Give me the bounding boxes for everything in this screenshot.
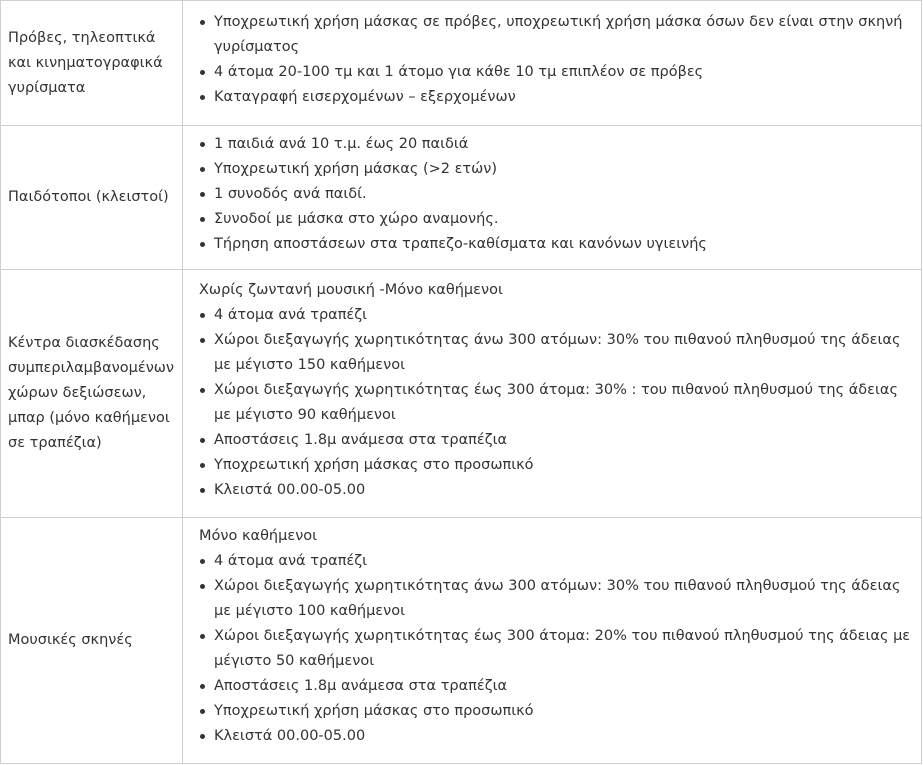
rules-list: [214, 303, 911, 503]
rules-cell: [184, 126, 921, 269]
table-row: [1, 270, 921, 518]
list-item: Χώροι διεξαγωγής χωρητικότητας άνω 300 ατόμων: 30% του πιθανού πληθυσμού της άδειας με μέγιστο 150 καθήμενοι: [214, 328, 911, 378]
list-item: Χώροι διεξαγωγής χωρητικότητας άνω 300 ατόμων: 30% του πιθανού πληθυσμού της άδειας με μέγιστο 100 καθήμενοι: [214, 574, 911, 624]
list-item: Συνοδοί με μάσκα στο χώρο αναμονής.: [214, 207, 911, 232]
category-label: Πρόβες, τηλεοπτικά και κινηματογραφικά γυρίσματα: [8, 29, 163, 96]
category-cell: [1, 518, 183, 763]
list-item: Αποστάσεις 1.8μ ανάμεσα στα τραπέζια: [214, 674, 911, 699]
list-item: Υποχρεωτική χρήση μάσκας στο προσωπικό: [214, 453, 911, 478]
category-cell: [1, 1, 183, 125]
list-item: Χώροι διεξαγωγής χωρητικότητας έως 300 άτομα: 20% του πιθανού πληθυσμού της άδειας με μέγιστο 50 καθήμενοι: [214, 624, 911, 674]
list-item: Κλειστά 00.00-05.00: [214, 478, 911, 503]
list-item: 1 παιδιά ανά 10 τ.μ. έως 20 παιδιά: [214, 132, 911, 157]
list-item: 4 άτομα ανά τραπέζι: [214, 303, 911, 328]
rules-intro: Μόνο καθήμενοι: [199, 528, 318, 544]
list-item: 1 συνοδός ανά παιδί.: [214, 182, 911, 207]
rules-cell: [184, 1, 921, 125]
table-row: [1, 518, 921, 764]
list-item: Υποχρεωτική χρήση μάσκας σε πρόβες, υποχρεωτική χρήση μάσκα όσων δεν είναι στην σκηνή γυρίσματος: [214, 10, 911, 60]
list-item: Κλειστά 00.00-05.00: [214, 724, 911, 749]
rules-list: [214, 549, 911, 749]
list-item: Χώροι διεξαγωγής χωρητικότητας έως 300 άτομα: 30% : του πιθανού πληθυσμού της άδειας με μέγιστο 90 καθήμενοι: [214, 378, 911, 428]
category-label: Μουσικές σκηνές: [8, 632, 133, 648]
rules-cell: [184, 270, 921, 517]
rules-cell: [184, 518, 921, 763]
list-item: 4 άτομα ανά τραπέζι: [214, 549, 911, 574]
table-row: [1, 126, 921, 270]
list-item: Καταγραφή εισερχομένων – εξερχομένων: [214, 85, 911, 110]
list-item: Τήρηση αποστάσεων στα τραπεζο-καθίσματα και κανόνων υγιεινής: [214, 232, 911, 257]
list-item: Αποστάσεις 1.8μ ανάμεσα στα τραπέζια: [214, 428, 911, 453]
category-cell: [1, 126, 183, 269]
list-item: Υποχρεωτική χρήση μάσκας στο προσωπικό: [214, 699, 911, 724]
category-label: Κέντρα διασκέδασης συμπεριλαμβανομένων χώρων δεξιώσεων, μπαρ (μόνο καθήμενοι σε τραπέζια): [8, 335, 175, 451]
table-row: [1, 0, 921, 126]
category-cell: [1, 270, 183, 517]
rules-intro: Χωρίς ζωντανή μουσική -Μόνο καθήμενοι: [199, 282, 503, 298]
rules-list: [214, 132, 911, 257]
list-item: Υποχρεωτική χρήση μάσκας (>2 ετών): [214, 157, 911, 182]
rules-list: [214, 10, 911, 110]
category-label: Παιδότοποι (κλειστοί): [8, 189, 169, 205]
list-item: 4 άτομα 20-100 τμ και 1 άτομο για κάθε 10 τμ επιπλέον σε πρόβες: [214, 60, 911, 85]
